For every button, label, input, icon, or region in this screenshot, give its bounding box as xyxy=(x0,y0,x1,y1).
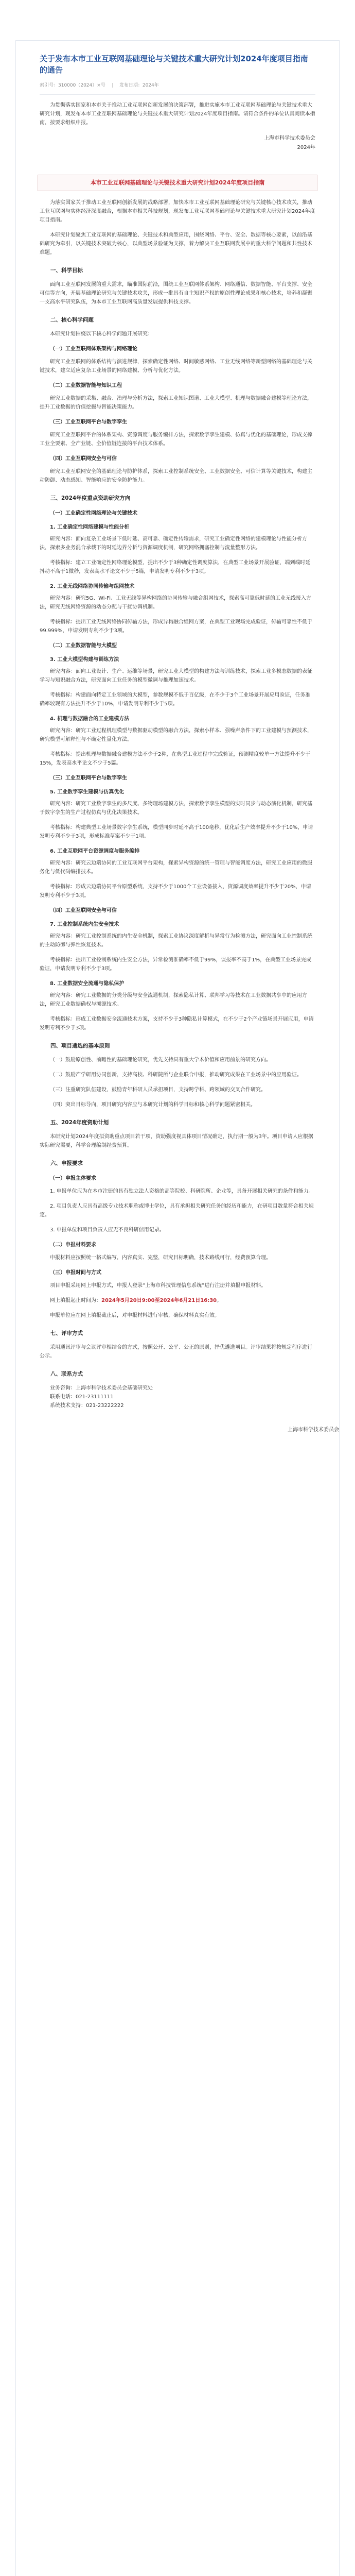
subsection-heading: （三）工业互联网平台与数字孪生 xyxy=(50,419,127,425)
section-heading: 五、2024年度资助计划 xyxy=(50,1120,109,1126)
paragraph: 研究内容：面向复杂工业场景下低时延、高可靠、确定性传输需求，研究工业确定性网络的建模理论与性能分析方法，探索多业务混合承载下的时延边界分析与资源调度机制，研究网络拥塞控制与流量整形方法。 xyxy=(40,536,307,551)
paragraph: 研究工业数据的采集、融合、治理与分析方法，探索工业知识图谱、工业大模型、机理与数据融合建模等理论方法，提升工业数据的价值挖掘与智能决策能力。 xyxy=(40,396,312,410)
paragraph: 研究内容：研究5G、Wi-Fi、工业无线等异构网络的协同传输与融合组网技术，探索高可靠低时延的工业无线接入方法，研究无线网络资源的动态分配与干扰协调机制。 xyxy=(40,596,311,610)
title-divider xyxy=(40,94,315,95)
meta-date: 发布日期：2024年 xyxy=(119,83,159,88)
subsection-heading: （四）工业互联网安全与可信 xyxy=(50,908,117,913)
contact-line: 联系电话：021-23111111 xyxy=(50,1394,114,1400)
subsection-heading: （二）工业数据智能与大模型 xyxy=(50,643,117,649)
paragraph: （三）注重研究队伍建设，鼓励青年科研人员承担项目，支持跨学科、跨领域的交叉合作研究。 xyxy=(50,1087,266,1093)
topic-heading: 5. 工业数字孪生建模与仿真优化 xyxy=(50,789,125,795)
subsection-heading: （二）申报材料要求 xyxy=(50,1242,96,1248)
topic-heading: 1. 工业确定性网络建模与性能分析 xyxy=(50,524,130,530)
paragraph: 本研究计划2024年度拟资助重点项目若干项，资助强度视具体项目情况确定，执行期一般为3年。项目申请人应根据实际研究需要，科学合理编制经费预算。 xyxy=(40,1134,313,1148)
paragraph: 研究内容：研究工业数据的分类分级与安全流通机制，探索隐私计算、联邦学习等技术在工业数据共享中的应用方法，研究工业数据确权与溯源技术。 xyxy=(40,993,307,1007)
paragraph: 采用通讯评审与会议评审相结合的方式，按照公开、公平、公正的原则，择优遴选项目。评审结果将按规定程序进行公示。 xyxy=(40,1345,312,1359)
paragraph: 考核指标：形成云边端协同平台原型系统，支持不少于1000个工业设备接入，资源调度效率提升不少于20%，申请发明专利不少于3项。 xyxy=(40,884,311,899)
paragraph: 面向工业互联网发展的重大需求，瞄准国际前沿，围绕工业互联网体系架构、网络通信、数据智能、平台支撑、安全可信等方向，开展基础理论研究与关键技术攻关，形成一批具有自主知识产权的原创性理论成果和核心技术，培养和凝聚一支高水平研究队伍，为本市工业互联网高质量发展提供科技支撑。 xyxy=(40,282,312,305)
paragraph: 考核指标：构建典型工业场景数字孪生系统，模型同步时延不高于100毫秒，优化后生产效率提升不少于10%，申请发明专利不少于3项，形成标准草案不少于1项。 xyxy=(40,825,313,839)
paragraph: 研究工业互联网的体系结构与演进规律，探索确定性网络、时间敏感网络、工业无线网络等新型网络的基础理论与关键技术，建立适应复杂工业场景的网络建模、分析与优化方法。 xyxy=(40,359,312,374)
section-heading: 二、核心科学问题 xyxy=(50,317,94,323)
paragraph: 考核指标：提出工业控制系统内生安全方法，异常检测准确率不低于99%，误报率不高于1%，在典型工业场景完成验证，申请发明专利不少于3项。 xyxy=(40,957,312,972)
section-heading: 七、评审方式 xyxy=(50,1330,83,1336)
attachment-title: 本市工业互联网基础理论与关键技术重大研究计划2024年度项目指南 xyxy=(38,175,317,191)
section-heading: 一、科学目标 xyxy=(50,267,83,274)
deadline-highlight: 2024年5月20日9:00至2024年6月21日16:30 xyxy=(101,1298,217,1303)
contact-line: 系统技术支持：021-23222222 xyxy=(50,1403,124,1409)
paragraph-text: 。 xyxy=(217,1298,222,1303)
paragraph: 考核指标：提出工业无线网络协同传输方法，形成异构融合组网方案，在典型工业现场完成验证，传输可靠性不低于99.999%，申请发明专利不少于3项。 xyxy=(40,619,312,634)
topic-heading: 3. 工业大模型构建与训练方法 xyxy=(50,657,119,663)
subsection-heading: （二）工业数据智能与知识工程 xyxy=(50,383,122,388)
paragraph: 研究内容：研究云边端协同的工业互联网平台架构，探索异构资源的统一管理与智能调度方法，研究工业应用的微服务化与低代码编排技术。 xyxy=(40,860,312,875)
notice-text: 为贯彻落实国家和本市关于推动工业互联网创新发展的决策部署，推进实施本市工业互联网基础理论与关键技术重大研究计划，现发布本市工业互联网基础理论与关键技术重大研究计划2024年度项目指南。请符合条件的单位认真阅读本指南，按要求组织申报。 xyxy=(40,103,315,126)
topic-heading: 4. 机理与数据融合的工业建模方法 xyxy=(50,716,130,722)
article-card xyxy=(15,40,340,2576)
paragraph: 申报材料应按照统一格式编写，内容真实、完整，研究目标明确，技术路线可行，经费预算合理。 xyxy=(50,1255,271,1261)
paragraph: 项目申报采用网上申报方式，申报人登录“上海市科技管理信息系统”进行注册并填报申报材料。 xyxy=(50,1283,267,1289)
paragraph: 为落实国家关于推动工业互联网创新发展的战略部署，加快本市工业互联网基础理论研究与关键核心技术攻关，推动工业互联网与实体经济深度融合，根据本市相关科技规划，现发布工业互联网基础理论与关键技术重大研究计划2024年度项目指南。 xyxy=(40,200,315,223)
topic-heading: 2. 工业无线网络协同传输与组网技术 xyxy=(50,584,135,589)
meta-row xyxy=(40,82,315,89)
paragraph: 申报单位应在网上填报截止后，对申报材料进行审核，确保材料真实有效。 xyxy=(50,1313,220,1318)
paragraph: 研究内容：研究工业过程机理模型与数据驱动模型的融合方法，探索小样本、强噪声条件下的工业建模与预测技术，研究模型可解释性与不确定性量化方法。 xyxy=(40,728,312,742)
paragraph: 考核指标：建立工业确定性网络理论模型，提出不少于3种确定性调度算法，在典型工业场景开展验证，端到端时延抖动不高于1微秒，发表高水平论文不少于5篇，申请发明专利不少于3项。 xyxy=(40,560,311,574)
subsection-heading: （一）工业确定性网络理论与关键技术 xyxy=(50,511,137,516)
paragraph: 研究工业互联网平台的体系架构、资源调度与服务编排方法，探索数字孪生建模、仿真与优化的基础理论，形成支撑工业全要素、全产业链、全价值链连接的平台技术体系。 xyxy=(40,432,312,447)
page-title: 关于发布本市工业互联网基础理论与关键技术重大研究计划2024年度项目指南的通告 xyxy=(40,54,308,75)
footer-signature: 上海市科学技术委员会 xyxy=(288,1427,339,1433)
topic-heading: 6. 工业互联网平台资源调度与服务编排 xyxy=(50,849,140,854)
paragraph: （一）鼓励原创性、前瞻性的基础理论研究，优先支持具有重大学术价值和应用前景的研究方向。 xyxy=(50,1057,271,1063)
document-body xyxy=(40,198,315,1410)
paragraph: 2. 项目负责人应具有高级专业技术职称或博士学位，具有承担相关研究任务的经历和能力，在研项目数量符合相关规定。 xyxy=(40,1204,314,1218)
contact-line: 业务咨询：上海市科学技术委员会基础研究处 xyxy=(50,1385,153,1391)
paragraph: （二）鼓励产学研用协同创新，支持高校、科研院所与企业联合申报，推动研究成果在工业场景中的应用验证。 xyxy=(50,1072,302,1078)
section-heading: 三、2024年度重点资助研究方向 xyxy=(50,495,131,501)
section-heading: 四、项目遴选的基本原则 xyxy=(50,1043,110,1049)
paragraph: 1. 申报单位应为在本市注册的具有独立法人资格的高等院校、科研院所、企业等，具备开展相关研究的条件和能力。 xyxy=(50,1189,314,1194)
paragraph: 研究内容：研究工业数字孪生的多尺度、多物理场建模方法，探索数字孪生模型的实时同步与动态演化机制，研究基于数字孪生的生产过程仿真与优化决策技术。 xyxy=(40,801,312,816)
topic-heading: 8. 工业数据安全流通与隐私保护 xyxy=(50,981,125,987)
subsection-heading: （一）工业互联网体系架构与网络理论 xyxy=(50,346,137,352)
paragraph: 考核指标：构建面向特定工业领域的大模型，参数规模不低于百亿级，在不少于3个工业场景开展应用验证，任务准确率较现有方法提升不少于10%，申请发明专利不少于5项。 xyxy=(40,692,311,707)
paragraph-text: 网上填报起止时间为： xyxy=(50,1298,101,1303)
subsection-heading: （一）申报主体要求 xyxy=(50,1176,96,1181)
subsection-heading: （三）申报时间与方式 xyxy=(50,1270,101,1276)
paragraph: 本研究计划聚焦工业互联网的基础理论、关键技术和典型应用，围绕网络、平台、安全、数据等核心要素，以前沿基础研究为牵引，以关键技术突破为核心，以典型场景验证为支撑，着力解决工业互联网发展中的重大科学问题和共性技术难题。 xyxy=(40,232,312,256)
notice-issuer: 上海市科学技术委员会 xyxy=(264,135,315,141)
paragraph: 考核指标：提出机理与数据融合建模方法不少于2种，在典型工业过程中完成验证，预测精度较单一方法提升不少于15%，发表高水平论文不少于5篇。 xyxy=(40,752,311,766)
meta-separator: | xyxy=(111,83,113,88)
section-heading: 六、申报要求 xyxy=(50,1160,83,1166)
paragraph: 研究工业互联网安全的基础理论与防护体系，探索工业控制系统安全、工业数据安全、可信计算等关键技术，构建主动防御、动态感知、智能响应的安全防护能力。 xyxy=(40,469,312,483)
subsection-heading: （四）工业互联网安全与可信 xyxy=(50,456,117,462)
notice-date: 2024年 xyxy=(297,145,315,150)
meta-source: 索引号：310000（2024）×号 xyxy=(40,83,105,88)
paragraph xyxy=(40,1296,315,1305)
topic-heading: 7. 工业控制系统内生安全技术 xyxy=(50,922,119,927)
paragraph: 本研究计划围绕以下核心科学问题开展研究： xyxy=(50,331,153,337)
section-heading: 八、联系方式 xyxy=(50,1371,83,1377)
paragraph: 研究内容：研究工业控制系统的内生安全机制，探索工业协议深度解析与异常行为检测方法，研究面向工业控制系统的主动防御与弹性恢复技术。 xyxy=(40,934,312,948)
paragraph: 考核指标：形成工业数据安全流通技术方案，支持不少于3种隐私计算模式，在不少于2个产业链场景开展应用，申请发明专利不少于3项。 xyxy=(40,1016,314,1031)
paragraph: 3. 申报单位和项目负责人应无不良科研信用记录。 xyxy=(50,1227,165,1233)
paragraph: 研究内容：面向工业设计、生产、运维等场景，研究工业大模型的构建方法与训练技术，探索工业多模态数据的表征学习与知识融合方法，研究面向工业任务的模型微调与推理加速技术。 xyxy=(40,669,312,683)
subsection-heading: （三）工业互联网平台与数字孪生 xyxy=(50,775,127,781)
paragraph: （四）突出目标导向，项目研究内容应与本研究计划的科学目标和核心科学问题紧密相关。 xyxy=(50,1102,256,1108)
